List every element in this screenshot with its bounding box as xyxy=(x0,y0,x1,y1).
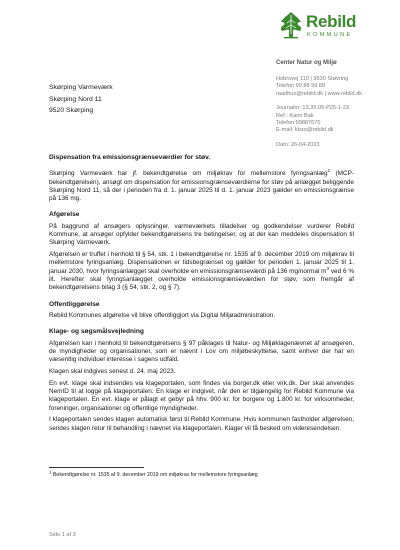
logo-subtitle: KOMMUNE xyxy=(307,32,353,38)
afgoerelse-paragraph-1: På baggrund af ansøgers oplysninger, varmeværkets tilladelser og godkendelser vurderer Rebild Kommune, at ansøger opfylder bekendtgørelsens tre betingelser, og at der kan meddeles dispensation til Skørping Varmeværk. xyxy=(49,222,354,247)
contact-phone: Telefon 99 88 99 88 xyxy=(276,83,326,90)
letter-body xyxy=(49,154,354,437)
klage-paragraph-2: Klagen skal indgives senest d. 24. maj 2023. xyxy=(49,367,176,375)
footnote-text: Bekendtgørelse nr. 1535 af 9. december 2019 om miljøkrav for mellemstore fyringsanlæg xyxy=(52,472,258,478)
reference: Ref.: Karin Bak xyxy=(276,112,314,119)
recipient-name: Skørping Varmeværk xyxy=(49,84,113,91)
recipient-address xyxy=(49,82,113,117)
recipient-street: Skørping Nord 11 xyxy=(49,95,102,103)
afgoerelse-paragraph-2: Afgørelsen er truffet i henhold til § 54, stk. 1 i bekendtgørelse nr. 1535 af 9. december 2019 om miljøkrav til mellemstore fyringsanlæg. Dispensationen er tidsbegrænset og gælder for perioden 1. januar 2025 til 1. januar 2030, hvor fyringsanlægget skal overholde en emissionsgrænseværdi på 136 mg/normal $m^3$ ved 6 % ilt. Herefter skal fyringsanlægget overholde emissionsgrænseværdien for støv, som fremgår af bekendtgørelsens bilag 3 (§ 54, stk. 2, og § 7). xyxy=(49,251,354,292)
recipient-city: 9520 Skørping xyxy=(49,107,94,114)
footnote-marker: 1 xyxy=(49,469,52,475)
rebild-tree-logo-icon xyxy=(278,10,304,40)
section-heading-klage: Klage- og søgsmålsvejledning xyxy=(49,328,144,336)
contact-address: Hobrovej 110 | 9530 Støvring xyxy=(276,76,349,82)
section-heading-offentliggoerelse: Offentliggørelse xyxy=(49,300,100,308)
footnote-divider xyxy=(49,467,144,468)
section-heading-afgoerelse: Afgørelse xyxy=(49,211,80,219)
contact-block xyxy=(276,76,362,149)
letter-subject: Dispensation fra emissionsgrænseværdier for støv. xyxy=(49,154,211,161)
klage-paragraph-3: En evt. klage skal indsendes via klageportalen, som findes via borger.dk eller virk.dk. Der skal anvendes NemID til at logge på klageportalen. En klage er indgivet, når den er tilgængelig for Rebild Kommune via klageportalen. En evt. klage er pålagt et gebyr på hhv. 900 kr. for borgere og 1.800 kr. for virksomheder, foreninger, organisationer og offentlige myndigheder. xyxy=(49,379,354,412)
journal-number: Journalnr: 13.35.05-P25-1-23 xyxy=(276,105,350,112)
reference-email: E-mail: kbso@rebild.dk xyxy=(276,127,334,134)
offentliggoerelse-paragraph: Rebild Kommunes afgørelse vil blive offentliggjort via Digital Miljøadministration. xyxy=(49,311,276,319)
contact-email-web: raadhus@rebild.dk | www.rebild.dk xyxy=(276,90,363,97)
reference-phone: Telefon:99887670 xyxy=(276,120,321,127)
rebild-logo xyxy=(278,10,364,44)
klage-paragraph-1: Afgørelsen kan i henhold til bekendtgørelsens § 97 påklages til Natur- og Miljøklagenævnet af ansøgeren, de myndigheder og organisationer, som er nævnt i Lov om miljøbeskyttelse, samt enhver der har en væsentlig individuel interesse i sagens udfald. xyxy=(49,339,354,364)
letter-date: Dato: 26-04-2023 xyxy=(276,141,320,148)
klage-paragraph-4: I klageportalen sendes klagen automatisk først til Rebild Kommune. Hvis kommunen fastholder afgørelsen, sendes klagen retur til behandling i nævnet via klageportalen. Klager vil få besked om videresendelsen. xyxy=(49,416,354,432)
footnote xyxy=(49,469,258,478)
logo-name: Rebild xyxy=(306,12,357,31)
department-name: Center Natur og Miljø xyxy=(276,60,337,66)
footnote-reference: 1 xyxy=(327,168,331,174)
intro-paragraph: Skørping Varmeværk har jf. bekendtgørelse om miljøkrav for mellemstore fyringsanlæg$^1$ (MCP-bekendtgørelsen), ansøgt om dispensation for emissionsgrænseværdierne for støv på anlægget beliggende Skørping Nord 11, så der i perioden fra d. 1. januar 2025 til d. 1. januar 2023 gælder en emissionsgrænse på 136 mg. xyxy=(49,168,354,203)
page-number: Side 1 af 3 xyxy=(49,532,76,538)
